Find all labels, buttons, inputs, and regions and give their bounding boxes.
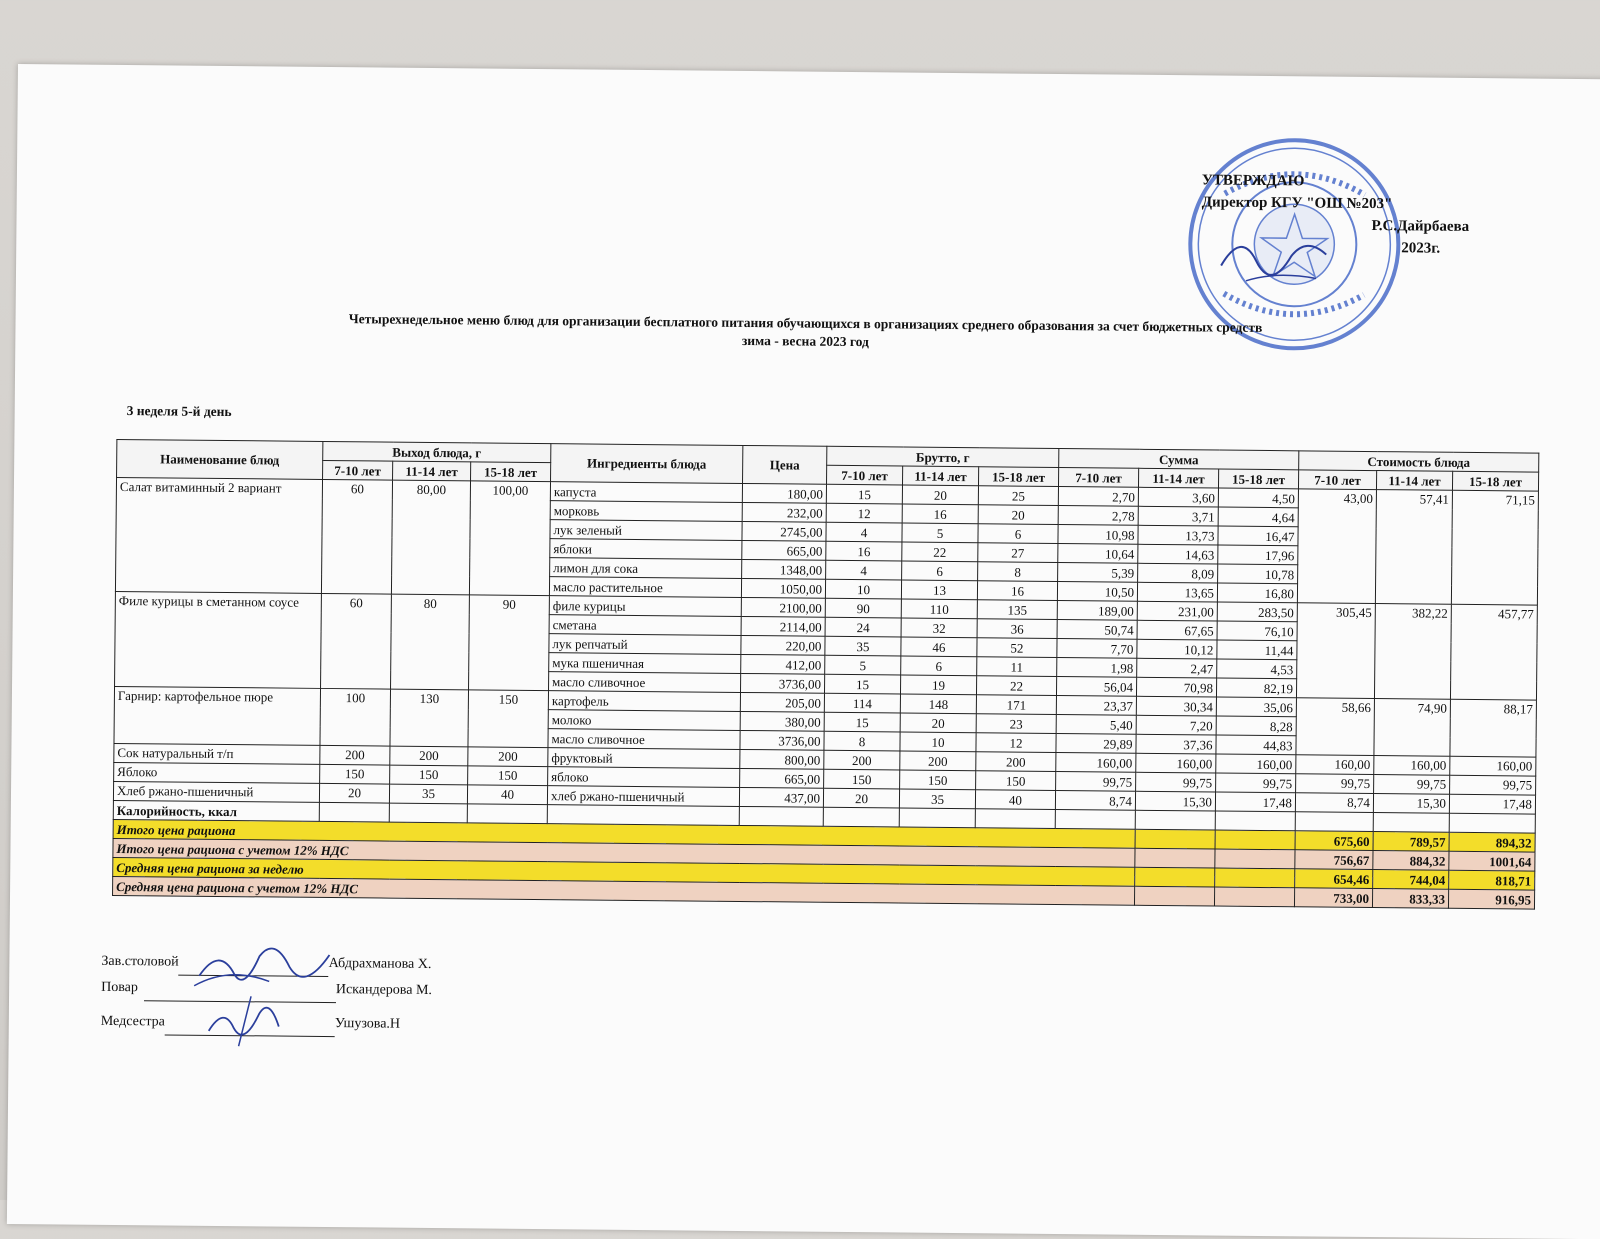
header-age: 15-18 лет [1452, 471, 1538, 491]
dish-output: 80 [391, 594, 470, 690]
ingredient-sum: 283,50 [1217, 602, 1297, 622]
ingredient-sum: 99,75 [1136, 772, 1216, 792]
approval-line3: Р.С.Дайрбаева [1371, 218, 1470, 235]
approval-line2: Директор КГУ "ОШ №203" [1201, 194, 1393, 213]
approval-line1: УТВЕРЖДАЮ [1201, 172, 1305, 190]
header-age: 11-14 лет [1376, 471, 1452, 491]
dish-output: 40 [467, 785, 547, 805]
summary-label: Итого цена рациона с учетом 12% НДС [113, 838, 1135, 867]
ingredient-gross: 46 [901, 637, 977, 657]
ingredient-gross: 110 [901, 599, 977, 619]
dish-output: 90 [469, 595, 550, 691]
dish-cost: 160,00 [1374, 756, 1450, 776]
ingredient-sum: 3,60 [1138, 487, 1218, 507]
ingredient-price: 1348,00 [742, 559, 826, 579]
ingredient-name: лук зеленый [550, 520, 742, 541]
ingredient-gross: 4 [826, 560, 902, 580]
ingredient-name: лимон для сока [550, 558, 742, 579]
header-age: 7-10 лет [1298, 470, 1376, 490]
ingredient-gross: 35 [825, 636, 901, 656]
signature-role: Медсестра [100, 1013, 165, 1030]
menu-body [113, 477, 1538, 814]
ingredient-gross: 8 [978, 562, 1058, 582]
ingredient-gross: 16 [902, 504, 978, 524]
header-age: 15-18 лет [471, 462, 551, 482]
dish-cost: 57,41 [1375, 490, 1452, 605]
ingredient-sum: 8,09 [1138, 563, 1218, 583]
dish-cost: 74,90 [1374, 699, 1451, 757]
ingredient-sum: 10,64 [1058, 544, 1138, 564]
ingredient-sum: 50,74 [1057, 620, 1137, 640]
menu-table [112, 439, 1539, 910]
dish-name: Салат витаминный 2 вариант [115, 477, 322, 593]
ingredient-sum: 2,78 [1058, 506, 1138, 526]
ingredient-gross: 10 [825, 579, 901, 599]
ingredient-gross: 135 [977, 600, 1057, 620]
dish-output: 35 [389, 784, 467, 804]
ingredient-gross: 16 [826, 541, 902, 561]
summary-value: 654,46 [1295, 869, 1373, 889]
summary-value: 916,95 [1448, 889, 1534, 909]
ingredient-gross: 25 [978, 486, 1058, 506]
ingredient-name: масло сливочное [549, 672, 741, 693]
ingredient-sum: 35,06 [1216, 697, 1296, 717]
ingredient-gross: 35 [899, 789, 975, 809]
ingredient-sum: 5,39 [1058, 563, 1138, 583]
dish-cost: 99,75 [1374, 775, 1450, 795]
dish-output: 150 [320, 764, 390, 784]
summary-value: 675,60 [1295, 831, 1373, 851]
summary-label: Итого цена рациона [113, 819, 1135, 848]
ingredient-sum: 4,50 [1218, 488, 1298, 508]
ingredient-sum: 4,53 [1217, 659, 1297, 679]
ingredient-gross: 15 [826, 484, 902, 504]
ingredient-price: 800,00 [740, 749, 824, 769]
header-age: 11-14 лет [902, 466, 978, 486]
ingredient-sum: 160,00 [1216, 754, 1296, 774]
dish-output: 100,00 [469, 481, 550, 596]
ingredient-sum: 76,10 [1217, 621, 1297, 641]
ingredient-price: 665,00 [740, 768, 824, 788]
header-age: 7-10 лет [827, 465, 903, 485]
ingredient-price: 665,00 [742, 540, 826, 560]
dish-cost: 71,15 [1451, 490, 1538, 605]
dish-output: 200 [320, 745, 390, 765]
dish-cost: 88,17 [1450, 699, 1537, 757]
ingredient-sum: 16,80 [1217, 583, 1297, 603]
ingredient-name: яблоки [550, 539, 742, 560]
ingredient-gross: 150 [976, 771, 1056, 791]
ingredient-sum: 8,28 [1216, 716, 1296, 736]
ingredient-price: 205,00 [740, 692, 824, 712]
ingredient-gross: 114 [824, 693, 900, 713]
ingredient-sum: 7,20 [1136, 715, 1216, 735]
ingredient-sum: 11,44 [1217, 640, 1297, 660]
header-age: 11-14 лет [1138, 468, 1218, 488]
ingredient-gross: 16 [977, 581, 1057, 601]
ingredient-name: масло сливочное [548, 729, 740, 750]
ingredient-gross: 19 [900, 675, 976, 695]
ingredient-name: лук репчатый [549, 634, 741, 655]
ingredient-name: мука пшеничная [549, 653, 741, 674]
signature-role: Повар [101, 979, 138, 996]
ingredient-price: 220,00 [741, 635, 825, 655]
summary-value: 818,71 [1449, 870, 1535, 890]
dish-cost: 17,48 [1449, 794, 1535, 814]
ingredient-gross: 20 [900, 713, 976, 733]
ingredient-gross: 22 [902, 542, 978, 562]
signature-name: Абдрахманова Х. [328, 956, 432, 973]
ingredient-gross: 40 [975, 790, 1055, 810]
ingredient-sum: 99,75 [1216, 773, 1296, 793]
dish-cost: 382,22 [1374, 604, 1451, 700]
header-age: 7-10 лет [323, 460, 393, 480]
ingredient-gross: 6 [978, 524, 1058, 544]
handwritten-signatures [188, 936, 339, 1057]
ingredient-name: яблоко [548, 767, 740, 788]
ingredient-price: 2745,00 [742, 521, 826, 541]
ingredient-sum: 29,89 [1056, 733, 1136, 753]
ingredient-gross: 11 [977, 657, 1057, 677]
header-age: 15-18 лет [1218, 469, 1298, 489]
ingredient-sum: 70,98 [1136, 677, 1216, 697]
dish-output: 100 [320, 688, 391, 746]
ingredient-sum: 16,47 [1218, 526, 1298, 546]
calories-label: Калорийность, ккал [113, 800, 319, 821]
ingredient-gross: 150 [900, 770, 976, 790]
dish-output: 80,00 [391, 480, 470, 595]
dish-name: Хлеб ржано-пшеничный [113, 781, 319, 802]
ingredient-gross: 6 [901, 656, 977, 676]
summary-value: 884,32 [1373, 851, 1449, 871]
dish-cost: 43,00 [1297, 489, 1376, 604]
ingredient-name: картофель [548, 691, 740, 712]
summary-label: Средняя цена рациона за неделю [113, 857, 1135, 886]
ingredient-sum: 2,47 [1137, 658, 1217, 678]
dish-output: 60 [321, 479, 392, 594]
ingredient-gross: 6 [902, 561, 978, 581]
ingredient-sum: 1,98 [1057, 657, 1137, 677]
dish-output: 200 [468, 747, 548, 767]
ingredient-gross: 171 [976, 695, 1056, 715]
ingredient-gross: 36 [977, 619, 1057, 639]
dish-output: 20 [319, 783, 389, 803]
header-cost: Стоимость блюда [1299, 451, 1539, 472]
dish-name: Филе курицы в сметанном соусе [115, 591, 322, 688]
ingredient-sum: 17,48 [1215, 792, 1295, 812]
ingredient-gross: 4 [826, 522, 902, 542]
ingredient-sum: 13,73 [1138, 525, 1218, 545]
ingredient-gross: 15 [824, 712, 900, 732]
approval-line4: 2023г. [1401, 240, 1441, 257]
ingredient-sum: 44,83 [1216, 735, 1296, 755]
header-age: 11-14 лет [393, 461, 471, 481]
ingredient-sum: 231,00 [1137, 601, 1217, 621]
summary-value: 833,33 [1372, 889, 1448, 909]
dish-cost: 99,75 [1296, 774, 1374, 794]
ingredient-price: 2100,00 [741, 597, 825, 617]
summary-value: 733,00 [1294, 888, 1372, 908]
ingredient-price: 2114,00 [741, 616, 825, 636]
ingredient-gross: 12 [826, 503, 902, 523]
ingredient-sum: 189,00 [1057, 601, 1137, 621]
ingredient-sum: 30,34 [1136, 696, 1216, 716]
ingredient-sum: 7,70 [1057, 639, 1137, 659]
header-gross: Брутто, г [827, 446, 1059, 467]
ingredient-gross: 148 [900, 694, 976, 714]
ingredient-name: молоко [548, 710, 740, 731]
ingredient-sum: 23,37 [1056, 695, 1136, 715]
header-dish: Наименование блюд [117, 439, 323, 479]
ingredient-gross: 150 [824, 769, 900, 789]
ingredient-sum: 3,71 [1138, 506, 1218, 526]
ingredient-sum: 37,36 [1136, 734, 1216, 754]
ingredient-sum: 2,70 [1058, 487, 1138, 507]
signature-name: Ушузова.Н [334, 1016, 401, 1032]
dish-output: 200 [390, 746, 468, 766]
signature-name: Искандерова М. [335, 982, 432, 999]
dish-cost: 305,45 [1296, 603, 1375, 699]
header-age: 15-18 лет [978, 467, 1058, 487]
header-age: 7-10 лет [1058, 468, 1138, 488]
dish-cost: 15,30 [1373, 794, 1449, 814]
header-ingredients: Ингредиенты блюда [551, 444, 743, 484]
ingredient-gross: 10 [900, 732, 976, 752]
ingredient-gross: 20 [978, 505, 1058, 525]
ingredient-name: капуста [550, 482, 742, 503]
ingredient-price: 3736,00 [740, 730, 824, 750]
dish-cost: 160,00 [1296, 755, 1374, 775]
ingredient-gross: 52 [977, 638, 1057, 658]
ingredient-sum: 8,74 [1055, 790, 1135, 810]
ingredient-sum: 99,75 [1056, 771, 1136, 791]
ingredient-price: 412,00 [741, 654, 825, 674]
ingredient-gross: 24 [825, 617, 901, 637]
document-sheet [7, 64, 1600, 1239]
ingredient-sum: 10,50 [1057, 582, 1137, 602]
signature-role: Зав.столовой [101, 953, 179, 970]
dish-output: 60 [321, 593, 392, 689]
ingredient-price: 380,00 [740, 711, 824, 731]
ingredient-sum: 67,65 [1137, 620, 1217, 640]
ingredient-price: 3736,00 [741, 673, 825, 693]
dish-output: 150 [390, 765, 468, 785]
dish-name: Яблоко [114, 762, 320, 783]
ingredient-sum: 5,40 [1056, 714, 1136, 734]
ingredient-sum: 160,00 [1136, 753, 1216, 773]
header-sum: Сумма [1059, 449, 1299, 470]
ingredient-gross: 5 [825, 655, 901, 675]
ingredient-gross: 15 [824, 674, 900, 694]
ingredient-gross: 12 [976, 733, 1056, 753]
dish-name: Гарнир: картофельное пюре [114, 686, 321, 745]
ingredient-name: сметана [549, 615, 741, 636]
header-price: Цена [743, 445, 827, 484]
summary-value: 756,67 [1295, 850, 1373, 870]
ingredient-gross: 13 [901, 580, 977, 600]
ingredient-price: 180,00 [742, 483, 826, 503]
summary-value: 1001,64 [1449, 851, 1535, 871]
ingredient-name: фруктовый [548, 748, 740, 769]
ingredient-gross: 8 [824, 731, 900, 751]
ingredient-gross: 200 [824, 750, 900, 770]
ingredient-name: хлеб ржано-пшеничный [547, 786, 739, 807]
ingredient-gross: 200 [976, 752, 1056, 772]
dish-cost: 58,66 [1296, 698, 1375, 756]
dish-output: 130 [390, 689, 469, 747]
ingredient-sum: 82,19 [1216, 678, 1296, 698]
ingredient-price: 1050,00 [741, 578, 825, 598]
dish-output: 150 [468, 766, 548, 786]
ingredient-gross: 5 [902, 523, 978, 543]
ingredient-sum: 14,63 [1138, 544, 1218, 564]
document-subtitle: зима - весна 2023 год [741, 332, 869, 350]
ingredient-sum: 15,30 [1135, 791, 1215, 811]
dish-cost: 8,74 [1295, 793, 1373, 813]
ingredient-name: филе курицы [549, 596, 741, 617]
summary-value: 744,04 [1373, 870, 1449, 890]
ingredient-price: 437,00 [739, 787, 823, 807]
dish-cost: 99,75 [1450, 775, 1536, 795]
ingredient-sum: 17,96 [1218, 545, 1298, 565]
ingredient-gross: 20 [902, 485, 978, 505]
ingredient-gross: 22 [976, 676, 1056, 696]
summary-value: 894,32 [1449, 832, 1535, 852]
ingredient-gross: 32 [901, 618, 977, 638]
ingredient-sum: 10,98 [1058, 525, 1138, 545]
ingredient-gross: 200 [900, 751, 976, 771]
ingredient-gross: 90 [825, 598, 901, 618]
summary-label: Средняя цена рациона с учетом 12% НДС [113, 876, 1135, 905]
document-title: Четырехнедельное меню блюд для организации бесплатного питания обучающихся в организациях среднего образования за счет бюджетных средств [348, 311, 1263, 335]
ingredient-name: масло растительное [549, 577, 741, 598]
ingredient-gross: 27 [978, 543, 1058, 563]
ingredient-sum: 56,04 [1056, 676, 1136, 696]
dish-cost: 160,00 [1450, 756, 1536, 776]
ingredient-sum: 10,78 [1218, 564, 1298, 584]
week-day-label: 3 неделя 5-й день [126, 403, 232, 420]
header-output: Выход блюда, г [323, 441, 551, 462]
ingredient-sum: 4,64 [1218, 507, 1298, 527]
dish-output: 150 [468, 690, 549, 748]
summary-body [113, 819, 1536, 909]
director-signature [1216, 226, 1337, 287]
dish-name: Сок натуральный т/п [114, 743, 320, 764]
summary-value: 789,57 [1373, 832, 1449, 852]
ingredient-sum: 10,12 [1137, 639, 1217, 659]
dish-cost: 457,77 [1450, 604, 1537, 700]
ingredient-sum: 13,65 [1137, 582, 1217, 602]
ingredient-sum: 160,00 [1056, 752, 1136, 772]
ingredient-gross: 20 [823, 788, 899, 808]
ingredient-price: 232,00 [742, 502, 826, 522]
ingredient-gross: 23 [976, 714, 1056, 734]
ingredient-name: морковь [550, 501, 742, 522]
